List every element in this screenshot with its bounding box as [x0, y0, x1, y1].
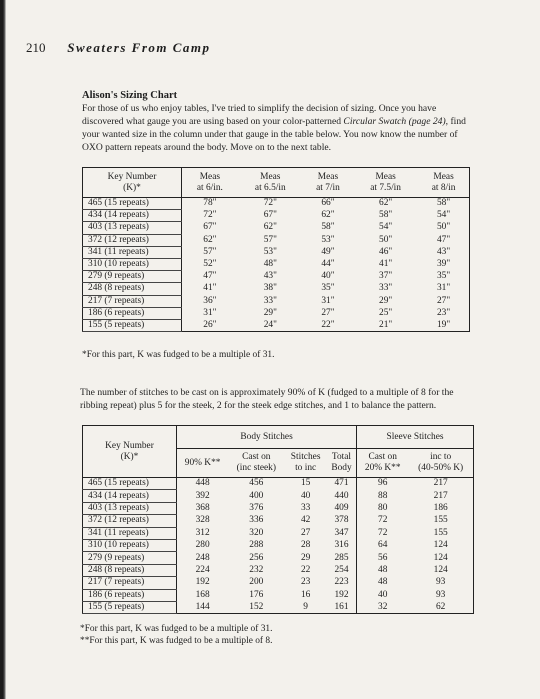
table-cell: 310 (10 repeats)	[83, 258, 182, 270]
table-cell: 50"	[379, 234, 393, 245]
stitch-column-header: inc to (40-50% K)	[408, 449, 473, 478]
table-cell: 31"	[321, 295, 335, 306]
table-cell: 72	[357, 527, 409, 539]
table-cell: 33"	[263, 295, 277, 306]
sizing-table-header	[83, 168, 470, 198]
table-cell: 440	[334, 490, 349, 501]
table-cell: 41"	[379, 259, 393, 270]
table-cell: 35"	[436, 271, 451, 282]
table-cell: 341 (11 repeats)	[83, 246, 182, 258]
table-cell: 54"	[436, 210, 451, 221]
table-cell: 47"	[436, 234, 451, 245]
table-cell: 62"	[321, 210, 335, 221]
table-cell: 254	[334, 564, 349, 575]
table-cell: 26"	[203, 319, 217, 330]
table-cell: 465 (15 repeats)	[83, 478, 177, 490]
table-cell: 320	[249, 527, 264, 538]
table-cell: 46"	[379, 246, 393, 257]
table-cell: 25"	[379, 307, 393, 318]
table-cell: 56	[357, 552, 409, 564]
table-cell: 434 (14 repeats)	[83, 210, 182, 222]
sizing-column-header: Meas at 6/in.	[182, 168, 238, 198]
table-cell: 316	[334, 540, 349, 551]
table-cell: 192	[195, 577, 210, 588]
sizing-column-header: Meas at 7/in	[303, 168, 353, 198]
table-cell: 279 (9 repeats)	[83, 271, 182, 283]
table-cell: 217 (7 repeats)	[83, 577, 177, 589]
table-cell: 41"	[203, 283, 217, 294]
table-cell: 192	[334, 589, 349, 600]
table-row	[83, 210, 470, 222]
table-cell: 288	[249, 540, 264, 551]
stitch-table	[82, 425, 474, 614]
table-cell: 80	[357, 502, 409, 514]
table-cell: 42	[300, 515, 311, 526]
page-number: 210	[26, 40, 46, 55]
intro-paragraph: For those of us who enjoy tables, I've tried to simplify the decision of sizing. Once you have discovered what gauge you are using based on your color-patterned Circular Swatch (page 24), find your wanted size in the column under that gauge in the table below. You now know the number of OXO pattern repeats around the body. Move on to the next table.	[82, 103, 466, 153]
table-cell: 39"	[436, 259, 451, 270]
table-cell: 88	[357, 490, 409, 502]
table-cell: 161	[334, 601, 349, 612]
table-row	[83, 198, 470, 210]
stitch-column-header: Cast on 20% K**	[357, 449, 409, 478]
table-row	[83, 564, 474, 576]
table-cell: 40	[300, 490, 311, 501]
table-cell: 47"	[203, 271, 217, 282]
table-cell: 53"	[321, 234, 335, 245]
table-cell: 27	[300, 527, 311, 538]
table-cell: 66"	[321, 198, 335, 209]
table-row	[83, 478, 474, 490]
key-number-header: Key Number (K)*	[83, 426, 177, 478]
sizing-table	[82, 167, 470, 332]
table-cell: 29"	[263, 307, 277, 318]
table-cell: 93	[435, 577, 446, 588]
table-cell: 32	[357, 601, 409, 613]
table-cell: 72"	[203, 210, 217, 221]
table-cell: 16	[300, 589, 311, 600]
table-cell: 186	[433, 502, 448, 513]
table-cell: 392	[195, 490, 210, 501]
table-cell: 144	[195, 601, 210, 612]
table-cell: 62"	[379, 198, 393, 209]
table-cell: 58"	[436, 198, 451, 209]
table-cell: 312	[195, 527, 210, 538]
table-cell: 22"	[321, 319, 335, 330]
table-cell: 124	[433, 552, 448, 563]
table-cell: 341 (11 repeats)	[83, 527, 177, 539]
table-cell: 168	[195, 589, 210, 600]
cast-on-paragraph: The number of stitches to be cast on is approximately 90% of K (fudged to a multiple of 8 for the ribbing repeat) plus 5 for the steek, 2 for the steek edge stitches, and 1 to balance the pattern.	[80, 387, 454, 411]
table-cell: 31"	[436, 283, 451, 294]
table-cell: 36"	[203, 295, 217, 306]
table-row	[83, 283, 470, 295]
stitch-column-header: Stitches to inc	[284, 449, 326, 478]
table-cell: 67"	[263, 210, 277, 221]
table-cell: 40"	[321, 271, 335, 282]
table-cell: 29"	[379, 295, 393, 306]
table-cell: 27"	[436, 295, 451, 306]
table-cell: 124	[433, 564, 448, 575]
table-cell: 38"	[263, 283, 277, 294]
table-cell: 217	[433, 490, 448, 501]
table-cell: 33	[300, 502, 311, 513]
table-cell: 19"	[436, 319, 451, 330]
table-cell: 376	[249, 502, 264, 513]
table-cell: 9	[303, 601, 308, 612]
table-cell: 155 (5 repeats)	[83, 601, 177, 613]
table-cell: 347	[334, 527, 349, 538]
table-cell: 186 (6 repeats)	[83, 589, 177, 601]
table-cell: 72	[357, 515, 409, 527]
table-cell: 403 (13 repeats)	[83, 502, 177, 514]
table-row	[83, 258, 470, 270]
stitch-table-group-header	[83, 426, 474, 449]
table-cell: 93	[435, 589, 446, 600]
table-cell: 62"	[203, 234, 217, 245]
table-cell: 29	[300, 552, 311, 563]
table-cell: 232	[249, 564, 264, 575]
table-cell: 256	[249, 552, 264, 563]
footnote-k-31: *For this part, K was fudged to be a multiple of 31.	[82, 350, 275, 360]
table-cell: 224	[195, 564, 210, 575]
table-cell: 53"	[263, 246, 277, 257]
table-row	[83, 246, 470, 258]
table-row	[83, 319, 470, 331]
table-cell: 50"	[436, 222, 451, 233]
table-cell: 400	[249, 490, 264, 501]
table-cell: 336	[249, 515, 264, 526]
table-cell: 280	[195, 540, 210, 551]
sizing-table-body	[83, 198, 470, 332]
stitch-column-header: 90% K**	[177, 449, 229, 478]
table-cell: 43"	[436, 246, 451, 257]
table-cell: 28	[300, 540, 311, 551]
table-row	[83, 307, 470, 319]
table-cell: 186 (6 repeats)	[83, 307, 182, 319]
table-cell: 24"	[263, 319, 277, 330]
table-cell: 155	[433, 515, 448, 526]
table-cell: 248 (8 repeats)	[83, 564, 177, 576]
sleeve-stitches-header: Sleeve Stitches	[357, 426, 474, 449]
table-cell: 403 (13 repeats)	[83, 222, 182, 234]
table-cell: 58"	[379, 210, 393, 221]
table-cell: 22	[300, 564, 311, 575]
table-cell: 52"	[203, 259, 217, 270]
table-row	[83, 589, 474, 601]
table-cell: 40	[357, 589, 409, 601]
table-cell: 27"	[321, 307, 335, 318]
table-cell: 33"	[379, 283, 393, 294]
table-cell: 279 (9 repeats)	[83, 552, 177, 564]
table-cell: 456	[249, 478, 264, 489]
table-cell: 152	[249, 601, 264, 612]
sizing-column-header: Meas at 7.5/in	[353, 168, 418, 198]
table-cell: 217	[433, 478, 448, 489]
page-header	[26, 40, 211, 56]
footnote-k-31-b: *For this part, K was fudged to be a multiple of 31.	[80, 624, 273, 634]
table-cell: 43"	[263, 271, 277, 282]
table-cell: 200	[249, 577, 264, 588]
running-title: Sweaters From Camp	[67, 40, 211, 55]
body-stitches-header: Body Stitches	[177, 426, 357, 449]
stitch-column-header: Total Body	[327, 449, 357, 478]
table-cell: 23	[300, 577, 311, 588]
table-cell: 35"	[321, 283, 335, 294]
table-cell: 62	[435, 601, 446, 612]
footnote-k-8: **For this part, K was fudged to be a multiple of 8.	[80, 636, 273, 646]
table-cell: 72"	[263, 198, 277, 209]
table-cell: 155 (5 repeats)	[83, 319, 182, 331]
table-cell: 48"	[263, 259, 277, 270]
table-cell: 57"	[203, 246, 217, 257]
stitch-column-header: Cast on (inc steek)	[228, 449, 284, 478]
table-cell: 310 (10 repeats)	[83, 539, 177, 551]
table-row	[83, 515, 474, 527]
table-cell: 409	[334, 502, 349, 513]
table-cell: 471	[334, 478, 349, 489]
table-cell: 58"	[321, 222, 335, 233]
footnotes-block	[80, 623, 272, 647]
table-cell: 21"	[379, 319, 393, 330]
table-cell: 96	[357, 478, 409, 490]
table-cell: 48	[357, 577, 409, 589]
table-cell: 368	[195, 502, 210, 513]
sizing-column-header: Meas at 6.5/in	[238, 168, 303, 198]
table-row	[83, 222, 470, 234]
sizing-column-header: Key Number (K)*	[83, 168, 182, 198]
table-cell: 155	[433, 527, 448, 538]
table-cell: 37"	[379, 271, 393, 282]
page-spine-shadow	[0, 0, 6, 699]
table-cell: 49"	[321, 246, 335, 257]
table-cell: 328	[195, 515, 210, 526]
table-row	[83, 601, 474, 613]
table-cell: 48	[357, 564, 409, 576]
table-cell: 78"	[203, 198, 217, 209]
table-cell: 67"	[203, 222, 217, 233]
table-cell: 248 (8 repeats)	[83, 283, 182, 295]
table-row	[83, 527, 474, 539]
table-cell: 434 (14 repeats)	[83, 490, 177, 502]
table-cell: 124	[433, 540, 448, 551]
swatch-reference: Circular Swatch (page 24)	[343, 116, 446, 127]
table-cell: 372 (12 repeats)	[83, 515, 177, 527]
section-title: Alison's Sizing Chart	[82, 90, 178, 101]
table-row	[83, 490, 474, 502]
table-cell: 64	[357, 539, 409, 551]
table-row	[83, 502, 474, 514]
table-cell: 31"	[203, 307, 217, 318]
stitch-table-body	[83, 478, 474, 614]
table-cell: 378	[334, 515, 349, 526]
table-cell: 223	[334, 577, 349, 588]
table-cell: 15	[300, 478, 311, 489]
table-row	[83, 234, 470, 246]
table-row	[83, 552, 474, 564]
table-cell: 217 (7 repeats)	[83, 295, 182, 307]
table-row	[83, 577, 474, 589]
sizing-column-header: Meas at 8/in	[418, 168, 469, 198]
table-cell: 248	[195, 552, 210, 563]
table-cell: 372 (12 repeats)	[83, 234, 182, 246]
table-cell: 448	[195, 478, 210, 489]
table-row	[83, 539, 474, 551]
table-row	[83, 295, 470, 307]
table-cell: 176	[249, 589, 264, 600]
table-cell: 62"	[263, 222, 277, 233]
table-row	[83, 271, 470, 283]
table-cell: 44"	[321, 259, 335, 270]
table-cell: 285	[334, 552, 349, 563]
table-cell: 54"	[379, 222, 393, 233]
table-cell: 57"	[263, 234, 277, 245]
table-cell: 23"	[436, 307, 451, 318]
table-cell: 465 (15 repeats)	[83, 198, 182, 210]
